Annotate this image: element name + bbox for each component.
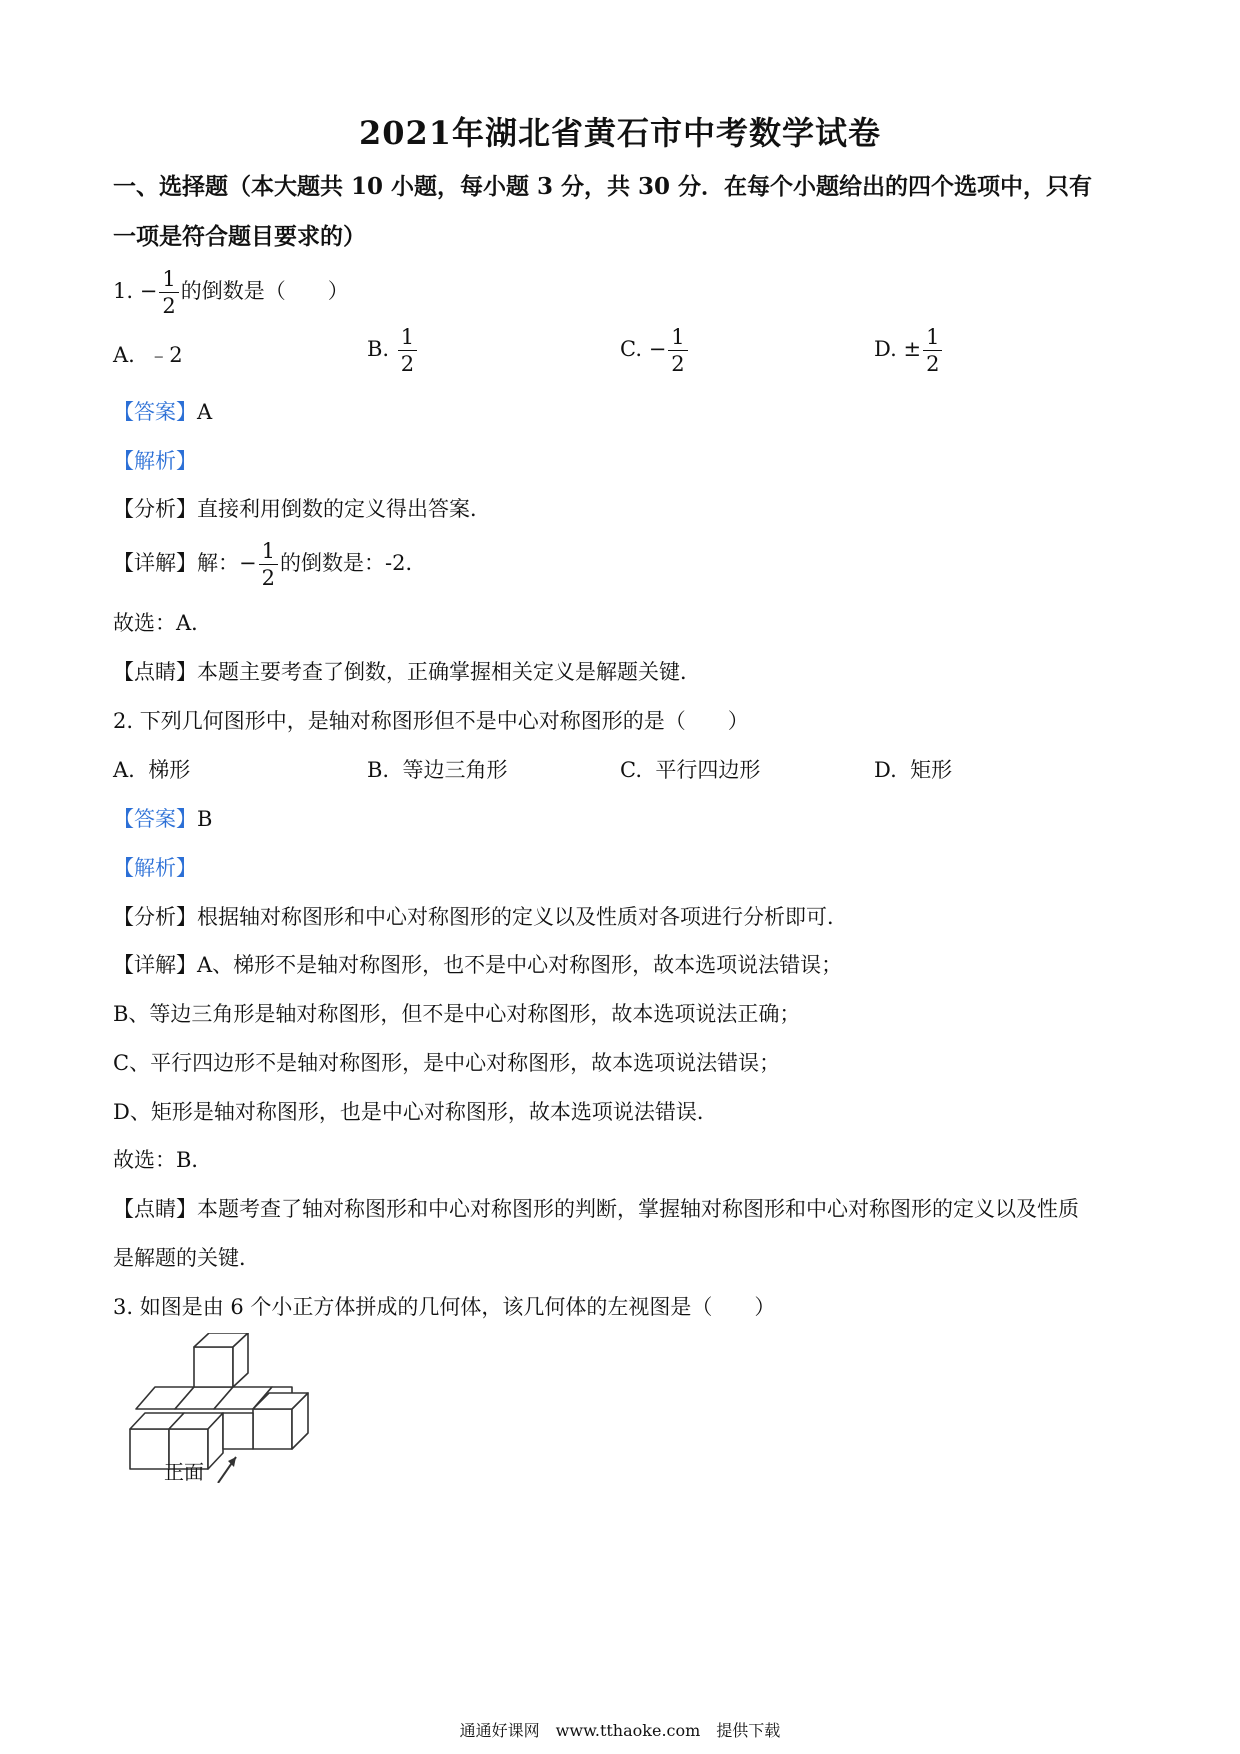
comment-line: 【点睛】本题考查了轴对称图形和中心对称图形的判断，掌握轴对称图形和中心对称图形的定义以及性质 (113, 1197, 1079, 1221)
comment-line-2: 是解题的关键． (113, 1246, 260, 1270)
question-2: 2. 下列几何图形中，是轴对称图形但不是中心对称图形的是（ ） (113, 709, 749, 733)
question-3: 3. 如图是由 6 个小正方体拼成的几何体，该几何体的左视图是（ ） (113, 1295, 776, 1319)
fraction (259, 538, 278, 591)
question-number: 1. (113, 279, 140, 303)
fraction-denominator: 2 (926, 352, 940, 376)
option-label: C. (620, 758, 642, 782)
option-text: 梯形 (148, 758, 191, 782)
minus-sign: − (648, 337, 667, 361)
fraction-numerator: 1 (259, 538, 278, 565)
choice-line: 故选：A． (113, 611, 213, 635)
option-label: D. (874, 337, 897, 361)
comment-line: 【点睛】本题主要考查了倒数，正确掌握相关定义是解题关键． (113, 660, 701, 684)
answer-value: A (197, 400, 213, 424)
analysis-text: 【分析】直接利用倒数的定义得出答案． (113, 497, 491, 521)
option-d (874, 755, 952, 785)
cube-front-face (194, 1347, 233, 1387)
option-b (367, 324, 419, 377)
option-c (620, 324, 690, 377)
answer-tag: 【答案】 (113, 807, 197, 831)
minus-sign: − (239, 551, 257, 575)
answer-value: B (197, 807, 213, 831)
cube-figure (120, 1333, 310, 1483)
option-text: 等边三角形 (402, 758, 508, 782)
fraction-denominator: 2 (400, 352, 415, 376)
fraction-denominator: 2 (261, 566, 275, 590)
option-text: ﹣2 (148, 343, 183, 367)
detail-line-b: B、等边三角形是轴对称图形，但不是中心对称图形，故本选项说法正确； (113, 1002, 801, 1026)
fraction-denominator: 2 (671, 352, 685, 376)
answer-line (113, 397, 212, 427)
answer-tag: 【答案】 (113, 400, 197, 424)
choice-line: 故选：B． (113, 1148, 213, 1172)
detail-line-c: C、平行四边形不是轴对称图形，是中心对称图形，故本选项说法错误； (113, 1051, 781, 1075)
fraction (398, 324, 417, 377)
option-label: B. (367, 337, 390, 361)
minus-sign: − (139, 279, 158, 303)
option-text: 矩形 (910, 758, 953, 782)
option-label: D. (874, 758, 897, 782)
section-heading-line2: 一项是符合题目要求的） (113, 223, 366, 250)
detail-line (113, 538, 426, 591)
option-c (620, 755, 760, 785)
section-heading-line1: 一、选择题（本大题共 10 小题，每小题 3 分，共 30 分．在每个小题给出的四个选项中，只有 (113, 173, 1093, 200)
fraction (923, 324, 942, 377)
analysis-tag: 【解析】 (113, 856, 197, 880)
option-b (367, 755, 507, 785)
fraction-numerator: 1 (159, 266, 178, 293)
figure-label: 正面 (164, 1460, 204, 1484)
fraction-numerator: 1 (668, 324, 687, 351)
option-label: A. (113, 758, 135, 782)
page-title: 2021年湖北省黄石市中考数学试卷 (358, 114, 882, 152)
fraction (668, 324, 687, 377)
question-text: 的倒数是（ ） (180, 279, 349, 303)
detail-prefix: 【详解】解： (113, 551, 239, 575)
analysis-tag: 【解析】 (113, 449, 197, 473)
detail-line: 【详解】A、梯形不是轴对称图形，也不是中心对称图形，故本选项说法错误； (113, 953, 843, 977)
fraction-numerator: 1 (923, 324, 942, 351)
detail-line-d: D、矩形是轴对称图形，也是中心对称图形，故本选项说法错误． (113, 1100, 718, 1124)
analysis-text: 【分析】根据轴对称图形和中心对称图形的定义以及性质对各项进行分析即可． (113, 905, 848, 929)
option-text: 平行四边形 (655, 758, 761, 782)
footer: 通通好课网 www.tthaoke.com 提供下载 (459, 1721, 781, 1740)
option-d (874, 324, 944, 377)
fraction-denominator: 2 (162, 294, 176, 318)
fraction (159, 266, 178, 319)
option-a (113, 340, 183, 370)
cube-front-face (223, 1413, 253, 1449)
detail-suffix: 的倒数是：-2． (279, 551, 427, 575)
answer-line (113, 804, 212, 834)
option-label: C. (620, 337, 642, 361)
plus-minus-sign: ± (903, 337, 922, 361)
option-label: A. (113, 343, 135, 367)
question-1 (113, 266, 349, 319)
option-label: B. (367, 758, 390, 782)
option-a (113, 755, 190, 785)
cube-front-face (253, 1409, 292, 1449)
fraction-numerator: 1 (398, 324, 417, 351)
